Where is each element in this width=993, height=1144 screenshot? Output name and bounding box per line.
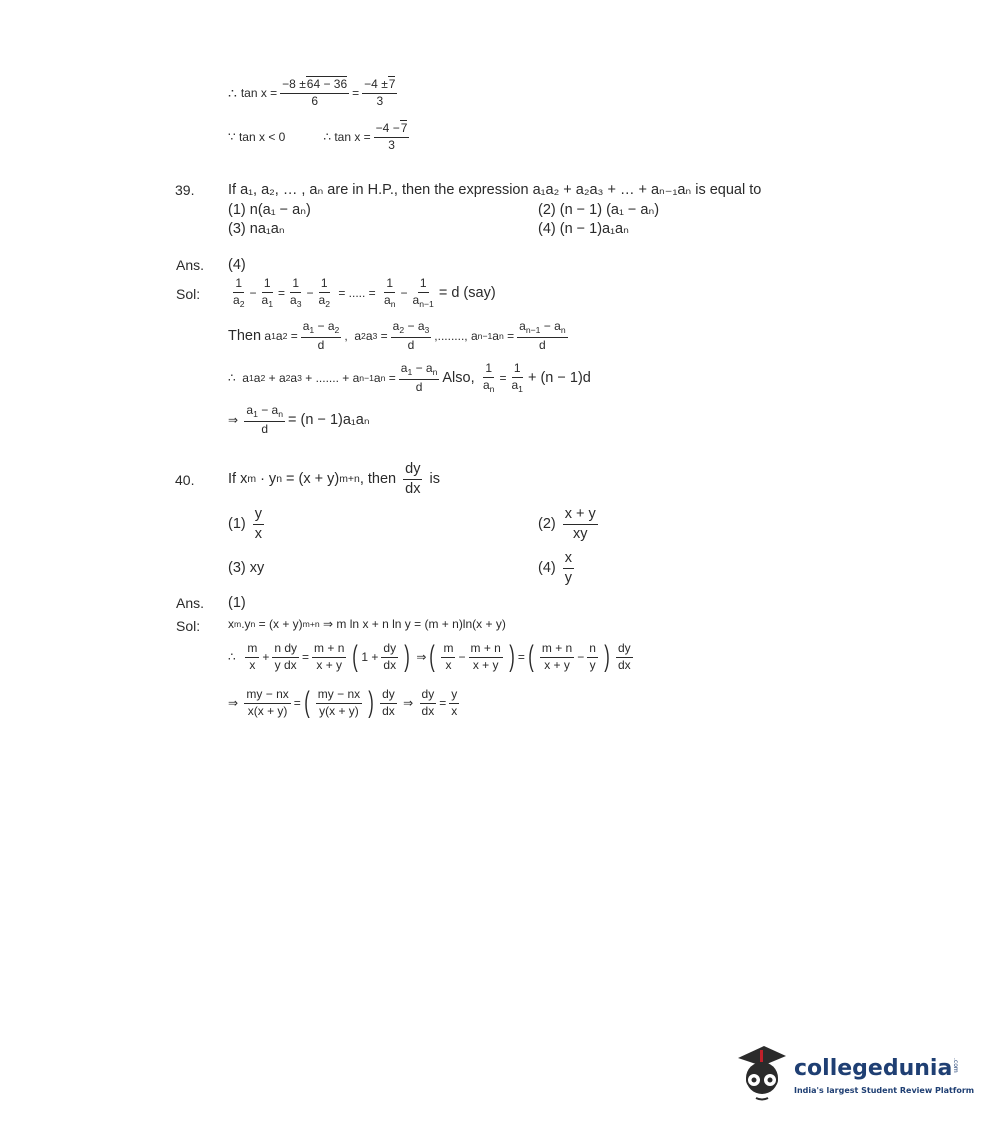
log-equation: ⇒ m ln x + n ln y = (m + n)ln(x + y)	[323, 617, 506, 631]
q40-sol-line-1: x m .y n = (x + y) m+n ⇒ m ln x + n ln y = (m + n)ln(x + y)	[228, 617, 506, 631]
fraction-answer: $\frac{-4 -7}{3}$	[375, 121, 408, 152]
q39-sol-line-4: ⇒ $\frac{a_1 - a_n}{d}$ = (n − 1)a₁aₙ	[228, 403, 370, 436]
equals: =	[352, 86, 360, 101]
q40-ans-value: (1)	[228, 595, 246, 611]
q39-ans-label: Ans.	[176, 257, 205, 273]
q39-option-3: (3) na₁aₙ	[228, 221, 285, 237]
then-word: Then	[228, 328, 262, 345]
q40-sol-line-3: ⇒ $\frac{my - nx}{x(x + y)}$ = ( $\frac{my - nx}{y(x + y)}$ ) $\frac{dy}{dx}$ ⇒ $\frac{dy}{dx}$ = $\frac{y}{x}$	[228, 686, 458, 720]
q40-option-1: (1) $\frac{y}{x}$	[228, 506, 263, 542]
q39-sol-line-2: Then a 1 a 2 = $\frac{a_1 - a_2}{d}$ , a 2 a 3 = $\frac{a_2 - a_3}{d}$ ,........, a n−1 a n = $\frac{a_{n-1} - a_n}{d}$	[228, 319, 566, 352]
question-40-stem: If x m · y n = (x + y) m+n , then $\frac{dy}{dx}$ is	[228, 461, 440, 497]
also-word: Also,	[442, 370, 475, 387]
q39-option-1: (1) n(a₁ − aₙ)	[228, 202, 311, 218]
fraction-simplified: $\frac{-4 \pm 7}{3}$	[364, 77, 396, 108]
tanx-line-2	[228, 122, 412, 153]
q39-sol-line-1: $\frac{1}{a_2}$ − $\frac{1}{a_1}$ = $\frac{1}{a_3}$ − $\frac{1}{a_2}$ = ..... = $\frac{1}{a_n}$ − $\frac{1}{a_{n-1}}$ = d (say)	[233, 276, 496, 309]
q40-sol-label: Sol:	[176, 618, 201, 634]
question-40-number: 40.	[175, 472, 195, 488]
question-39-number: 39.	[175, 182, 195, 198]
q39-option-2: (2) (n − 1) (a₁ − aₙ)	[538, 202, 660, 218]
logo-word: collegedunia	[794, 1056, 953, 1081]
tanx-lhs: tan x =	[240, 86, 278, 101]
q39-sol-line-3: ∴ a 1 a 2 + a 2 a 3 + ....... + a n−1 a n = $\frac{a_1 - a_n}{d}$ Also, $\frac{1}{a_n}$ = $\frac{1}{a_1}$ + (n − 1)d	[228, 361, 591, 394]
because-condition: ∵ tan x < 0	[228, 130, 286, 145]
collegedunia-logo	[734, 1038, 975, 1108]
tanx-line-1	[228, 78, 400, 109]
logo-com: .com	[952, 1058, 959, 1073]
mascot-icon	[734, 1038, 790, 1104]
therefore-symbol: ∴	[228, 84, 237, 101]
q40-ans-label: Ans.	[176, 595, 205, 611]
therefore-tanx: ∴ tan x =	[323, 130, 371, 145]
question-39-stem: If a₁, a₂, … , aₙ are in H.P., then the expression a₁a₂ + a₂a₃ + … + aₙ₋₁aₙ is equal to	[228, 182, 762, 198]
q40-sol-line-2: ∴ $\frac{m}{x}$ + $\frac{\text{n dy}}{\text{y dx}}$ = $\frac{m + n}{x + y}$ ( 1 + $\frac{dy}{dx}$ ) ⇒ ( $\frac{m}{x}$ − $\frac{m + n}{x + y}$ ) = ( $\frac{m + n}{x + y}$ − $\frac{n}{y}$ ) $\frac{dy}{dx}$	[228, 640, 631, 674]
q40-option-4: (4) $\frac{x}{y}$	[538, 550, 573, 586]
q40-option-3: (3) xy	[228, 560, 265, 576]
fraction-quadratic: $\frac{-8 \pm 64 - 36}{6}$	[282, 77, 348, 108]
logo-tagline: India's largest Student Review Platform	[794, 1086, 975, 1095]
q40-option-2: (2) $\frac{x + y}{xy}$	[538, 506, 596, 542]
q39-ans-value: (4)	[228, 257, 246, 273]
say-text: = d (say)	[438, 285, 496, 302]
q39-option-4: (4) (n − 1)a₁aₙ	[538, 221, 629, 237]
final-result: = (n − 1)a₁aₙ	[288, 412, 370, 429]
also-tail: + (n − 1)d	[527, 370, 591, 387]
q39-sol-label: Sol:	[176, 286, 201, 302]
